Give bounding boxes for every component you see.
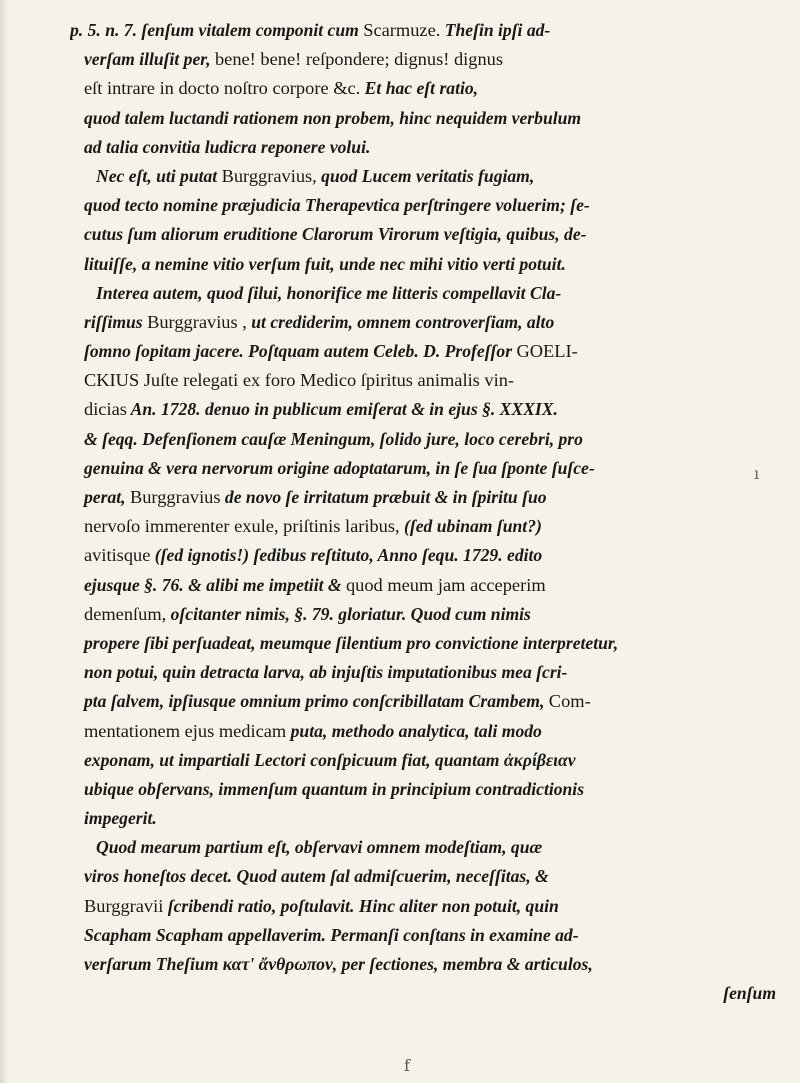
text-line-24: pta ſalvem, ipſiusque omnium primo conſcribillatam Crambem, Com- (84, 691, 591, 712)
page-edge-shadow (0, 0, 8, 1083)
text-line-10: Interea autem, quod ſilui, honorifice me litteris compellavit Cla- (96, 282, 562, 303)
text-line-8: cutus ſum aliorum eruditione Clarorum Virorum veſtigia, quibus, de- (84, 224, 587, 245)
text-line-2: verſam illuſit per, bene! bene! reſpondere; dignus! dignus (84, 49, 503, 70)
text-line-20: ejusque §. 76. & alibi me impetiit & quod meum jam acceperim (84, 574, 546, 595)
catchword: ſenſum (723, 983, 776, 1004)
text-line-12: ſomno ſopitam jacere. Poſtquam autem Celeb. D. Profeſſor GOELI- (84, 341, 578, 362)
text-line-30: viros honeſtos decet. Quod autem ſal admiſcuerim, neceſſitas, & (84, 866, 549, 887)
text-line-14: dicias An. 1728. denuo in publicum emiſerat & in ejus §. XXXIX. (84, 399, 558, 420)
text-line-5: ad talia convitia ludicra reponere volui. (84, 136, 371, 157)
text-line-1: p. 5. n. 7. ſenſum vitalem componit cum Scarmuze. Theſin ipſi ad- (70, 20, 551, 40)
text-line-11: riſſimus Burggravius , ut crediderim, omnem controverſiam, alto (84, 311, 555, 332)
text-line-6: Nec eſt, uti putat Burggravius, quod Lucem veritatis fugiam, (96, 165, 535, 186)
text-line-33: verſarum Theſium κατ' ἄνθρωπον, per ſectiones, membra & articulos, (84, 954, 593, 974)
text-line-31: Burggravii ſcribendi ratio, poſtulavit. Hinc aliter non potuit, quin (84, 895, 559, 916)
text-block (70, 16, 782, 1008)
text-line-13: CKIUS Juſte relegati ex foro Medico ſpiritus animalis vin- (84, 370, 515, 391)
text-line-21: demenſum, oſcitanter nimis, §. 79. gloriatur. Quod cum nimis (84, 603, 531, 624)
text-line-25: mentationem ejus medicam puta, methodo analytica, tali modo (84, 720, 542, 741)
text-line-4: quod talem luctandi rationem non probem, hinc nequidem verbulum (84, 107, 582, 128)
text-line-18: nervoſo immerenter exule, priſtinis laribus, (ſed ubinam ſunt?) (84, 516, 542, 537)
text-line-16: genuina & vera nervorum origine adoptatarum, in ſe ſua ſponte ſuſce- (84, 457, 595, 478)
text-line-29: Quod mearum partium eſt, obſervavi omnem modeſtiam, quæ (96, 837, 543, 858)
text-line-28: impegerit. (84, 808, 157, 829)
text-line-19: avitisque (ſed ignotis!) ſedibus reſtituto, Anno ſequ. 1729. edito (84, 545, 543, 566)
margin-mark: ı (754, 464, 760, 483)
text-line-32: Scapham Scapham appellaverim. Permanſi conſtans in examine ad- (84, 924, 579, 945)
text-line-7: quod tecto nomine præjudicia Therapevtica perſtringere voluerim; ſe- (84, 195, 590, 216)
text-line-9: lituiſſe, a nemine vitio verſum fuit, unde nec mihi vitio verti potuit. (84, 253, 566, 274)
text-line-3: eſt intrare in docto noſtro corpore &c. Et hac eſt ratio, (84, 78, 479, 99)
bottom-mark: f (404, 1056, 410, 1075)
text-line-22: propere ſibi perſuadeat, meumque ſilentium pro convictione interpretetur, (84, 632, 619, 653)
text-line-23: non potui, quin detracta larva, ab injuſtis imputationibus mea ſcri- (84, 662, 568, 683)
text-line-26: exponam, ut impartiali Lectori conſpicuum fiat, quantam ἀκρίβειαν (84, 749, 576, 770)
text-line-17: perat, Burggravius de novo ſe irritatum præbuit & in ſpiritu ſuo (84, 487, 547, 507)
text-line-15: & ſeqq. Defenſionem cauſæ Meningum, ſolido jure, loco cerebri, pro (84, 428, 583, 449)
text-line-27: ubique obſervans, immenſum quantum in principium contradictionis (84, 778, 585, 799)
